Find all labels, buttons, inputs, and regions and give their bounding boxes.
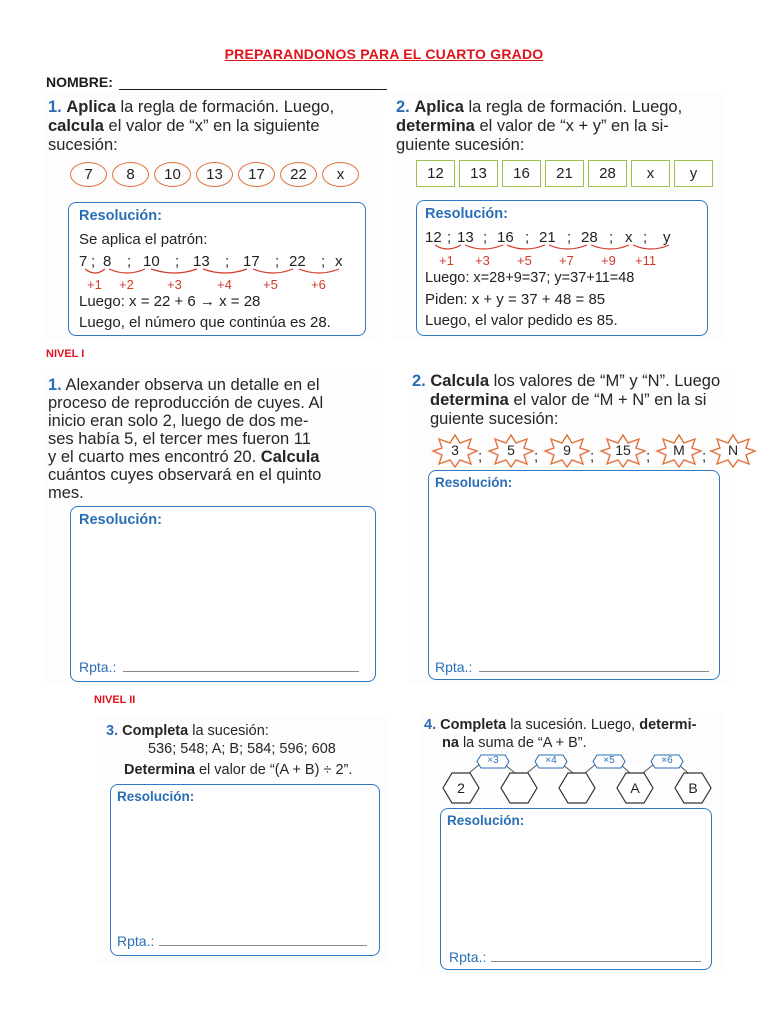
problem-4-statement	[424, 716, 696, 752]
problem-3-statement	[106, 722, 269, 741]
page-title: PREPARANDONOS PARA EL CUARTO GRADO	[224, 46, 544, 62]
star-item	[600, 434, 646, 468]
sequence-separator: ;	[478, 448, 483, 465]
problem-1-line-6: cuántos cuyes observará en el quinto	[48, 466, 322, 484]
sequence-separator: ;	[534, 448, 539, 465]
example-2-increments	[425, 253, 701, 269]
example-2-panel	[392, 92, 724, 340]
example-2-text-3: guiente sucesión:	[396, 136, 525, 154]
pattern-term: x	[335, 253, 343, 270]
example-2-pattern-row: 12 ; 13 ; 16 ; 21 ; 28 ; x ; y	[425, 229, 671, 246]
star-value: 15	[615, 442, 631, 458]
problem-2-statement	[412, 372, 772, 429]
hexagon-item	[442, 772, 480, 804]
problem-2-bold-calcula: Calcula	[430, 372, 490, 390]
problem-3-sequence: 536; 548; A; B; 584; 596; 608	[148, 741, 336, 757]
multiplier-label: ×4	[545, 755, 557, 766]
sequence-oval: 7	[70, 162, 107, 187]
hexagon-item	[500, 772, 538, 804]
star-value: M	[673, 442, 685, 458]
example-2-number: 2.	[396, 98, 410, 116]
problem-3-number: 3.	[106, 723, 119, 739]
star-item	[710, 434, 739, 468]
example-1-step-3: Luego, el número que continúa es 28.	[79, 314, 331, 331]
problem-2-sequence	[432, 434, 739, 470]
sequence-oval: 17	[238, 162, 275, 187]
pattern-term: 28	[581, 229, 598, 246]
increment-label: +7	[559, 253, 574, 268]
example-2-step-1: Luego: x=28+9=37; y=37+11=48	[425, 270, 635, 286]
problem-3-text-2: el valor de “(A + B) ÷ 2”.	[194, 762, 353, 778]
example-2-sequence	[416, 160, 713, 187]
pattern-term: 17	[243, 253, 260, 270]
answer-label: Rpta.:	[435, 659, 473, 675]
hexagon-item	[558, 772, 596, 804]
pattern-term: 13	[457, 229, 474, 246]
star-item	[432, 434, 478, 468]
sequence-separator: ;	[702, 448, 707, 465]
increment-label: +5	[517, 253, 532, 268]
pattern-term: 12	[425, 229, 442, 246]
resolution-label: Resolución:	[79, 512, 162, 528]
answer-line[interactable]	[479, 671, 709, 672]
name-label: NOMBRE:	[46, 74, 113, 90]
multiplier-badge	[592, 754, 626, 769]
star-value: 3	[451, 442, 459, 458]
sequence-square: 12	[416, 160, 455, 187]
problem-1-statement	[48, 376, 378, 502]
problem-2-number: 2.	[412, 372, 426, 390]
name-field-line[interactable]	[119, 89, 387, 90]
problem-1-line-5: y el cuarto mes encontró 20.	[48, 448, 261, 466]
example-1-sequence	[70, 162, 359, 187]
sequence-square: 21	[545, 160, 584, 187]
problem-3-bold-completa: Completa	[122, 723, 189, 739]
problem-4-resolution-box[interactable]	[440, 808, 712, 970]
level-1-heading: NIVEL I	[46, 348, 85, 360]
sequence-oval: 10	[154, 162, 191, 187]
multiplier-label: ×6	[661, 755, 673, 766]
answer-line[interactable]	[491, 961, 701, 962]
increment-label: +1	[439, 253, 454, 268]
sequence-oval: x	[322, 162, 359, 187]
sequence-square: x	[631, 160, 670, 187]
hexagon-item	[674, 772, 712, 804]
multiplier-badge	[650, 754, 684, 769]
example-1-text-3: sucesión:	[48, 136, 118, 154]
sequence-separator: ;	[646, 448, 651, 465]
example-2-text-2: el valor de “x + y” en la si-	[474, 117, 669, 135]
example-1-text-2: el valor de “x” en la siguiente	[103, 117, 320, 135]
resolution-label: Resolución:	[447, 813, 525, 828]
example-1-pattern-row: 7 ; 8 ; 10 ; 13 ; 17 ; 22 ; x	[79, 253, 343, 270]
increment-label: +6	[311, 277, 326, 292]
example-2-resolution-box	[416, 200, 708, 336]
sequence-oval: 13	[196, 162, 233, 187]
example-1-step-2: Luego: x = 22 + 6 → x = 28	[79, 293, 261, 310]
hexagon-value: 2	[457, 780, 465, 796]
problem-3-bold-determina: Determina	[124, 762, 195, 778]
resolution-label: Resolución:	[117, 789, 195, 804]
pattern-term: 7	[79, 253, 88, 270]
star-item	[656, 434, 702, 468]
sequence-square: 28	[588, 160, 627, 187]
problem-1-line-2: proceso de reproducción de cuyes. Al	[48, 394, 324, 412]
sequence-square: y	[674, 160, 713, 187]
pattern-term: 13	[193, 253, 210, 270]
pattern-term: y	[663, 229, 671, 246]
example-1-text-1: la regla de formación. Luego,	[115, 98, 335, 116]
example-1-step-1: Se aplica el patrón:	[79, 231, 208, 248]
pattern-term: 21	[539, 229, 556, 246]
problem-2-bold-determina: determina	[430, 391, 509, 409]
multiplier-label: ×3	[487, 755, 499, 766]
resolution-label: Resolución:	[435, 475, 513, 490]
sequence-oval: 22	[280, 162, 317, 187]
problem-3-resolution-box[interactable]	[110, 784, 380, 956]
problem-4-bold-na: na	[442, 735, 459, 751]
problem-1-resolution-box[interactable]	[70, 506, 376, 682]
problem-1-bold-calcula: Calcula	[260, 448, 320, 466]
example-1-resolution-box	[68, 202, 366, 336]
example-2-text-1: la regla de formación. Luego,	[463, 98, 683, 116]
increment-label: +9	[601, 253, 616, 268]
problem-3-panel	[96, 716, 388, 964]
problem-4-bold-determi: determi-	[639, 717, 697, 733]
sequence-oval: 8	[112, 162, 149, 187]
pattern-term: 10	[143, 253, 160, 270]
example-1-bold-aplica: Aplica	[66, 98, 116, 116]
increment-label: +3	[475, 253, 490, 268]
example-1-bold-calcula: calcula	[48, 117, 104, 135]
problem-2-text-1: los valores de “M” y “N”. Luego	[489, 372, 721, 390]
hexagon-item	[616, 772, 654, 804]
star-value: N	[727, 442, 739, 458]
increment-label: +1	[87, 277, 102, 292]
problem-4-text-2: la suma de “A + B”.	[458, 735, 587, 751]
sequence-square: 16	[502, 160, 541, 187]
example-1-statement	[48, 98, 368, 155]
example-2-step-2: Piden: x + y = 37 + 48 = 85	[425, 291, 606, 308]
answer-label: Rpta.:	[79, 659, 117, 675]
multiplier-badge	[476, 754, 510, 769]
problem-4-number: 4.	[424, 717, 437, 733]
problem-1-line-7: mes.	[48, 484, 84, 502]
problem-4-panel	[420, 712, 724, 974]
increment-label: +11	[635, 253, 657, 268]
problem-2-resolution-box[interactable]	[428, 470, 720, 680]
example-1-panel	[44, 92, 378, 340]
problem-4-bold-completa: Completa	[440, 717, 507, 733]
star-item	[544, 434, 590, 468]
star-item	[488, 434, 534, 468]
hexagon-value: A	[630, 780, 640, 796]
multiplier-badge	[534, 754, 568, 769]
answer-label: Rpta.:	[117, 933, 155, 949]
problem-2-panel	[408, 370, 739, 684]
problem-3-question	[124, 762, 352, 778]
pattern-term: 16	[497, 229, 514, 246]
pattern-term: x	[625, 229, 633, 246]
problem-1-line-4: ses había 5, el tercer mes fueron 11	[48, 430, 311, 448]
problem-1-line-3: inicio eran solo 2, luego de dos me-	[48, 412, 309, 430]
multiplier-label: ×5	[603, 755, 615, 766]
hexagon-shape	[558, 772, 596, 804]
problem-1-line-1: Alexander observa un detalle en el	[65, 376, 320, 394]
example-1-number: 1.	[48, 98, 62, 116]
problem-1-panel	[44, 370, 382, 684]
hexagon-shape	[500, 772, 538, 804]
resolution-label: Resolución:	[425, 206, 508, 222]
problem-4-text-1: la sucesión. Luego,	[506, 717, 640, 733]
answer-line[interactable]	[123, 671, 359, 672]
sequence-square: 13	[459, 160, 498, 187]
answer-label: Rpta.:	[449, 949, 487, 965]
increment-label: +5	[263, 277, 278, 292]
resolution-label: Resolución:	[79, 208, 162, 224]
increment-label: +4	[217, 277, 232, 292]
example-2-bold-aplica: Aplica	[414, 98, 464, 116]
star-value: 9	[563, 442, 571, 458]
sequence-separator: ;	[590, 448, 595, 465]
example-2-step-3: Luego, el valor pedido es 85.	[425, 312, 618, 329]
problem-2-text-3: guiente sucesión:	[430, 410, 559, 428]
pattern-term: 22	[289, 253, 306, 270]
problem-3-text-1: la sucesión:	[188, 723, 269, 739]
example-2-statement	[396, 98, 714, 155]
star-value: 5	[507, 442, 515, 458]
problem-1-number: 1.	[48, 376, 62, 394]
problem-2-text-2: el valor de “M + N” en la si	[508, 391, 707, 409]
example-2-bold-determina: determina	[396, 117, 475, 135]
increment-label: +2	[119, 277, 134, 292]
pattern-term: 8	[103, 253, 112, 270]
increment-label: +3	[167, 277, 182, 292]
level-2-heading: NIVEL II	[94, 694, 136, 706]
hexagon-value: B	[688, 780, 698, 796]
answer-line[interactable]	[159, 945, 367, 946]
